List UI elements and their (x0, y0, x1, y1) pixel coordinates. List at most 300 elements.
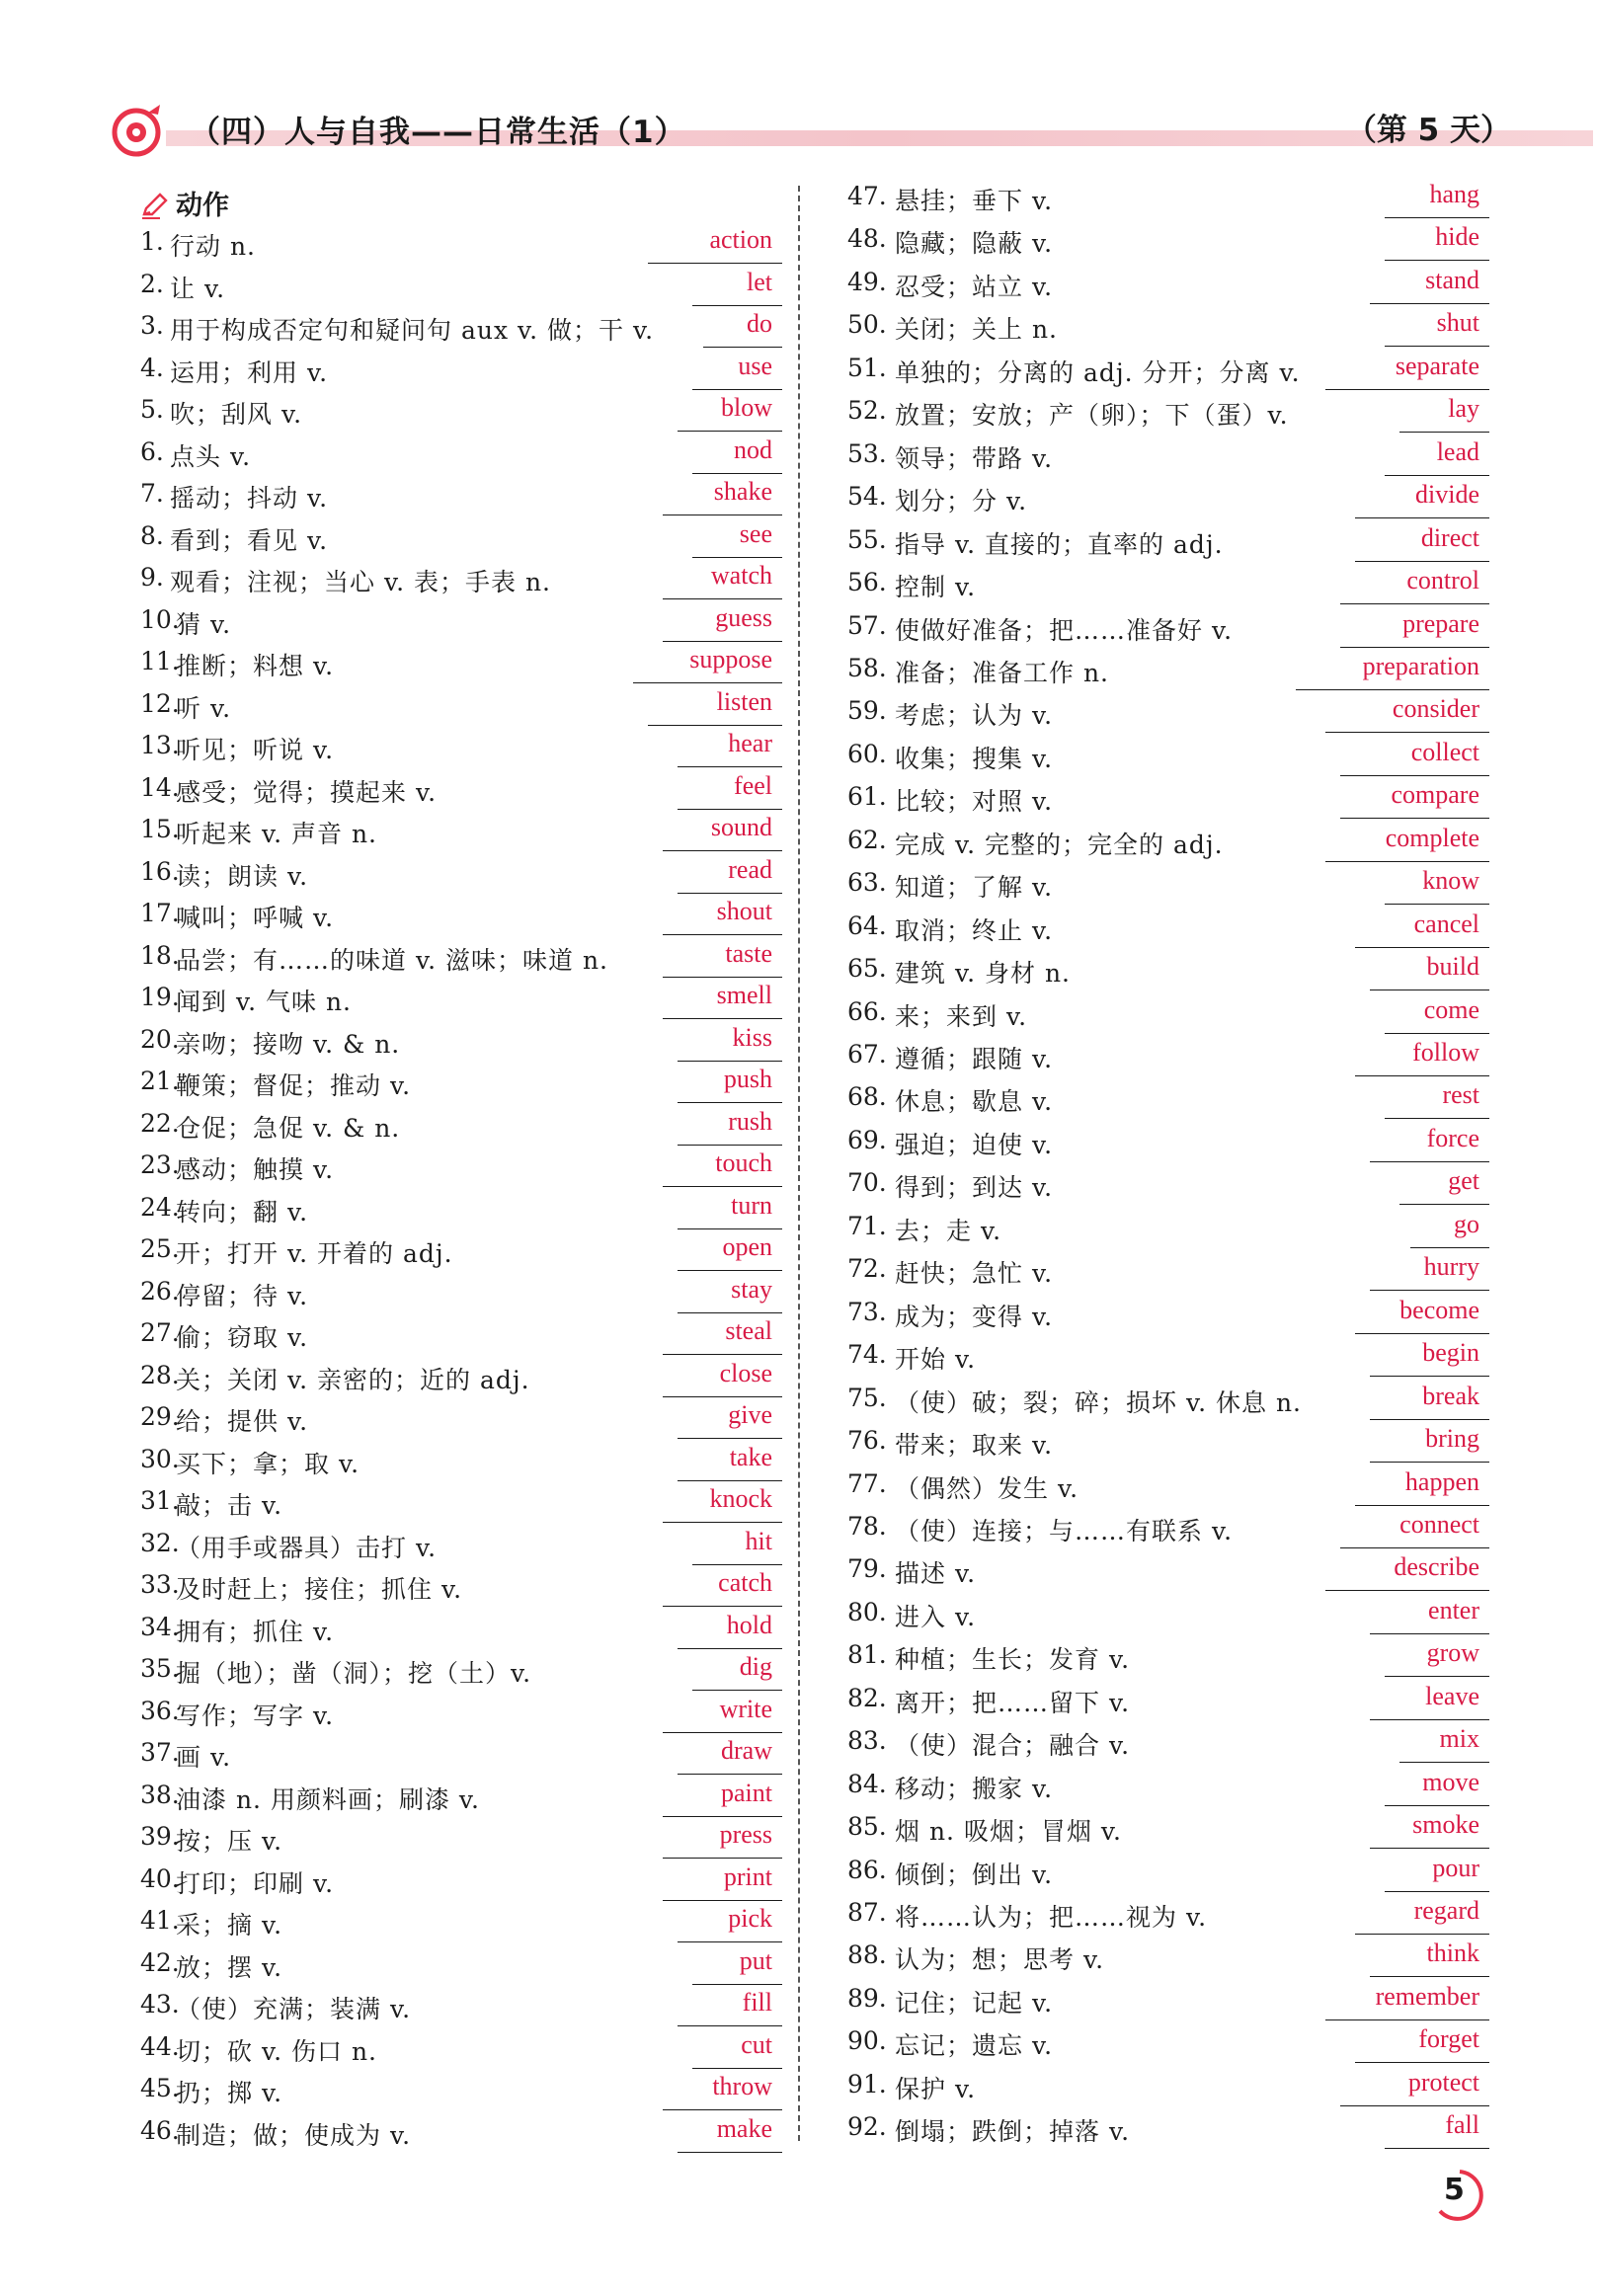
answer-word: steal (725, 1316, 772, 1345)
vocab-row (140, 393, 782, 435)
chinese-meaning: 赶快；急忙 v. (895, 1259, 1054, 1289)
item-number: 37. (140, 1738, 180, 1767)
answer-blank-line (1355, 561, 1489, 562)
answer-word: leave (1425, 1681, 1479, 1710)
item-number: 14. (140, 772, 180, 802)
answer-word: read (728, 854, 772, 884)
answer-blank-line (678, 1270, 782, 1271)
chinese-meaning: 开始 v. (895, 1345, 977, 1375)
answer-blank-line (663, 1732, 782, 1733)
vocab-row (140, 981, 782, 1022)
answer-blank-line (663, 2109, 782, 2110)
item-number: 50. (847, 310, 887, 340)
answer-blank-line (1385, 2148, 1489, 2149)
answer-word: push (723, 1065, 772, 1093)
answer-word: shut (1436, 308, 1479, 338)
answer-word: rest (1442, 1080, 1479, 1110)
answer-blank-line (678, 2152, 782, 2153)
chinese-meaning: 敲；击 v. (176, 1491, 283, 1520)
chinese-meaning: 得到；到达 v. (895, 1173, 1054, 1203)
vocab-row (847, 1338, 1489, 1380)
answer-word: turn (731, 1190, 772, 1220)
answer-word: knock (709, 1484, 772, 1513)
answer-blank-line (1370, 1419, 1489, 1420)
chinese-meaning: 仓促；急促 v. & n. (176, 1113, 401, 1143)
item-number: 2. (140, 269, 164, 298)
chinese-meaning: 记住；记起 v. (895, 1988, 1054, 2018)
answer-word: connect (1399, 1509, 1479, 1539)
answer-blank-line (1355, 1333, 1489, 1334)
answer-word: write (719, 1694, 772, 1723)
chinese-meaning: 将……认为；把……视为 v. (895, 1903, 1208, 1932)
answer-blank-line (1385, 1118, 1489, 1119)
answer-word: mix (1439, 1724, 1479, 1754)
answer-blank-line (663, 598, 782, 599)
answer-blank-line (1385, 1676, 1489, 1677)
answer-blank-line (1370, 1462, 1489, 1463)
item-number: 70. (847, 1168, 887, 1198)
answer-word: touch (715, 1148, 772, 1177)
item-number: 69. (847, 1125, 887, 1154)
answer-blank-line (678, 1480, 782, 1481)
answer-word: do (747, 309, 772, 338)
answer-blank-line (1355, 1075, 1489, 1076)
item-number: 64. (847, 910, 887, 940)
item-number: 74. (847, 1340, 887, 1370)
item-number: 16. (140, 856, 180, 886)
answer-word: divide (1415, 480, 1479, 510)
chinese-meaning: 种植；生长；发育 v. (895, 1645, 1131, 1675)
answer-word: shout (716, 897, 772, 925)
answer-blank-line (663, 1354, 782, 1355)
chinese-meaning: 听 v. (176, 693, 232, 723)
chinese-meaning: 推断；料想 v. (176, 652, 335, 680)
answer-blank-line (663, 850, 782, 851)
chinese-meaning: 放置；安放；产（卵）；下（蛋）v. (895, 401, 1289, 431)
answer-word: make (716, 2113, 772, 2143)
item-number: 29. (140, 1402, 180, 1431)
answer-word: rush (728, 1106, 772, 1136)
answer-blank-line (1385, 1033, 1489, 1034)
vocab-row (847, 1982, 1489, 2023)
chinese-meaning: （使）混合；融合 v. (895, 1731, 1131, 1761)
chinese-meaning: 按；压 v. (176, 1827, 283, 1856)
chinese-meaning: 关闭；关上 n. (895, 315, 1058, 345)
vocab-row (140, 1779, 782, 1820)
answer-blank-line (648, 725, 782, 726)
answer-word: hang (1429, 180, 1479, 208)
answer-word: come (1423, 994, 1479, 1024)
item-number: 49. (847, 267, 887, 296)
chinese-meaning: 成为；变得 v. (895, 1302, 1054, 1331)
chinese-meaning: 隐藏；隐蔽 v. (895, 229, 1054, 259)
answer-word: let (747, 267, 772, 296)
vocab-row (847, 609, 1489, 651)
item-number: 73. (847, 1297, 887, 1326)
vocab-row (847, 1810, 1489, 1852)
chinese-meaning: 油漆 n. 用颜料画；刷漆 v. (176, 1784, 480, 1814)
chinese-meaning: 放；摆 v. (176, 1952, 283, 1982)
answer-blank-line (1385, 346, 1489, 347)
answer-blank-line (1370, 1719, 1489, 1720)
item-number: 84. (847, 1769, 887, 1798)
chinese-meaning: 点头 v. (170, 441, 252, 471)
vocab-row (140, 225, 782, 267)
item-number: 28. (140, 1360, 180, 1389)
answer-word: kiss (732, 1022, 772, 1052)
item-number: 61. (847, 782, 887, 812)
answer-blank-line (692, 1564, 782, 1565)
vocab-row (847, 1296, 1489, 1337)
chinese-meaning: 停留；待 v. (176, 1281, 309, 1310)
answer-word: cancel (1413, 909, 1479, 938)
chinese-meaning: （偶然）发生 v. (895, 1473, 1079, 1503)
chinese-meaning: 品尝；有……的味道 v. 滋味；味道 n. (176, 945, 608, 975)
page-number: 5 (1444, 2173, 1465, 2207)
item-number: 92. (847, 2112, 887, 2142)
answer-blank-line (1325, 732, 1489, 733)
answer-word: forget (1418, 2024, 1479, 2054)
vocab-row (140, 603, 782, 645)
answer-word: direct (1420, 522, 1479, 552)
answer-word: stand (1425, 265, 1479, 294)
answer-blank-line (1399, 432, 1489, 433)
vocab-row (847, 2068, 1489, 2109)
answer-word: prepare (1402, 608, 1479, 638)
item-number: 19. (140, 983, 180, 1011)
item-number: 58. (847, 653, 887, 682)
answer-blank-line (692, 305, 782, 306)
answer-blank-line (678, 1438, 782, 1439)
item-number: 47. (847, 182, 887, 210)
answer-blank-line (1370, 1633, 1489, 1634)
chinese-meaning: 感受；觉得；摸起来 v. (176, 777, 438, 807)
answer-word: move (1422, 1767, 1479, 1796)
vocab-row (140, 2030, 782, 2072)
item-number: 12. (140, 688, 180, 718)
chinese-meaning: 拥有；抓住 v. (176, 1617, 335, 1646)
chinese-meaning: 强迫；迫使 v. (895, 1130, 1054, 1159)
chinese-meaning: 遵循；跟随 v. (895, 1045, 1054, 1073)
chinese-meaning: 感动；触摸 v. (176, 1155, 335, 1184)
vocab-row (140, 1275, 782, 1316)
answer-blank-line (663, 1018, 782, 1019)
chinese-meaning: 保护 v. (895, 2074, 977, 2103)
answer-blank-line (1399, 1204, 1489, 1205)
answer-word: nod (734, 435, 772, 464)
chinese-meaning: 及时赶上；接住；抓住 v. (176, 1575, 463, 1604)
item-number: 75. (847, 1383, 887, 1412)
chinese-meaning: 领导；带路 v. (895, 443, 1054, 473)
vocab-row (140, 1148, 782, 1190)
item-number: 68. (847, 1082, 887, 1112)
item-number: 25. (140, 1234, 180, 1263)
answer-word: fall (1445, 2110, 1479, 2140)
day-label: （第 5 天） (1345, 113, 1511, 148)
answer-blank-line (678, 1061, 782, 1062)
chinese-meaning: 打印；印刷 v. (176, 1868, 335, 1898)
answer-word: catch (718, 1568, 772, 1597)
answer-blank-line (692, 2068, 782, 2069)
item-number: 87. (847, 1898, 887, 1927)
answer-word: control (1406, 566, 1479, 595)
item-number: 53. (847, 438, 887, 468)
chinese-meaning: 使做好准备；把……准备好 v. (895, 615, 1234, 645)
vocab-row (847, 1080, 1489, 1122)
chinese-meaning: 制造；做；使成为 v. (176, 2120, 412, 2150)
vocab-row (140, 1611, 782, 1652)
answer-word: fill (742, 1988, 772, 2017)
item-number: 63. (847, 868, 887, 898)
chinese-meaning: 烟 n. 吸烟；冒烟 v. (895, 1817, 1122, 1847)
vocab-row (847, 1038, 1489, 1079)
answer-blank-line (1370, 1376, 1489, 1377)
vocab-row (847, 952, 1489, 993)
item-number: 86. (847, 1855, 887, 1884)
vocab-row (847, 1552, 1489, 1594)
answer-word: watch (710, 561, 772, 590)
item-number: 27. (140, 1318, 180, 1347)
item-number: 33. (140, 1570, 180, 1599)
vocab-row (140, 1316, 782, 1358)
answer-blank-line (678, 1312, 782, 1313)
chinese-meaning: 转向；翻 v. (176, 1197, 309, 1227)
item-number: 10. (140, 604, 180, 634)
answer-blank-line (633, 682, 782, 683)
item-number: 32. (140, 1528, 180, 1557)
chinese-meaning: 听见；听说 v. (176, 736, 335, 764)
chinese-meaning: 用于构成否定句和疑问句 aux v. 做；干 v. (170, 316, 655, 345)
answer-word: complete (1385, 823, 1479, 852)
item-number: 88. (847, 1940, 887, 1970)
vocab-row (847, 1854, 1489, 1895)
answer-blank-line (663, 977, 782, 978)
answer-word: take (729, 1442, 772, 1471)
chinese-meaning: 完成 v. 完整的；完全的 adj. (895, 830, 1224, 859)
vocab-row (140, 352, 782, 393)
answer-word: close (719, 1358, 772, 1387)
answer-word: pour (1432, 1853, 1479, 1882)
chinese-meaning: 亲吻；接吻 v. & n. (176, 1029, 401, 1059)
vocab-row (847, 1467, 1489, 1509)
vocab-row (847, 352, 1489, 393)
chinese-meaning: 鞭策；督促；推动 v. (176, 1071, 412, 1100)
vocab-row (847, 995, 1489, 1037)
vocab-row (140, 1443, 782, 1484)
vocab-row (140, 645, 782, 686)
vocab-row (847, 266, 1489, 307)
vocab-row (140, 1107, 782, 1148)
item-number: 67. (847, 1040, 887, 1069)
answer-blank-line (663, 1858, 782, 1859)
item-number: 46. (140, 2115, 180, 2145)
item-number: 39. (140, 1822, 180, 1851)
item-number: 59. (847, 696, 887, 726)
chinese-meaning: 采；摘 v. (176, 1911, 283, 1940)
answer-blank-line (663, 1900, 782, 1901)
item-number: 81. (847, 1640, 887, 1670)
answer-word: blow (721, 393, 772, 422)
vocab-row (140, 2072, 782, 2113)
answer-word: give (728, 1400, 772, 1429)
item-number: 40. (140, 1863, 180, 1893)
answer-blank-line (1325, 2019, 1489, 2020)
answer-blank-line (678, 431, 782, 432)
answer-blank-line (1385, 260, 1489, 261)
chinese-meaning: 控制 v. (895, 573, 977, 602)
answer-blank-line (1370, 1290, 1489, 1291)
answer-word: shake (713, 477, 772, 506)
chinese-meaning: 读；朗读 v. (176, 861, 309, 891)
answer-word: cut (741, 2029, 772, 2059)
item-number: 36. (140, 1696, 180, 1725)
answer-blank-line (1325, 861, 1489, 862)
answer-word: know (1422, 866, 1479, 896)
item-number: 76. (847, 1426, 887, 1456)
target-logo-icon (111, 103, 166, 158)
vocab-row (847, 866, 1489, 908)
answer-word: hold (726, 1610, 772, 1639)
answer-word: hear (728, 729, 772, 757)
chinese-meaning: 比较；对照 v. (895, 787, 1054, 817)
vocab-row (847, 1424, 1489, 1465)
answer-blank-line (648, 263, 782, 264)
answer-blank-line (1340, 2105, 1489, 2106)
chinese-meaning: 取消；终止 v. (895, 915, 1054, 945)
answer-blank-line (678, 1145, 782, 1146)
vocab-row (847, 1210, 1489, 1251)
vocab-row (847, 2110, 1489, 2152)
answer-blank-line (663, 1396, 782, 1397)
answer-blank-line (1340, 1547, 1489, 1548)
item-number: 48. (847, 224, 887, 254)
answer-word: hide (1435, 222, 1479, 252)
answer-word: suppose (689, 645, 772, 673)
vocab-row (847, 1166, 1489, 1208)
answer-blank-line (1355, 517, 1489, 518)
answer-word: remember (1375, 1981, 1479, 2011)
item-number: 26. (140, 1276, 180, 1306)
vocab-row (847, 1724, 1489, 1766)
answer-word: lead (1436, 436, 1479, 466)
item-number: 65. (847, 954, 887, 984)
answer-blank-line (1370, 1848, 1489, 1849)
item-number: 3. (140, 311, 164, 340)
vocab-row (847, 694, 1489, 736)
item-number: 7. (140, 479, 164, 508)
answer-blank-line (1296, 689, 1489, 690)
answer-blank-line (1385, 475, 1489, 476)
chinese-meaning: 描述 v. (895, 1559, 977, 1589)
chinese-meaning: 偷；窃取 v. (176, 1323, 309, 1352)
vocab-row (140, 2114, 782, 2156)
chinese-meaning: 移动；搬家 v. (895, 1774, 1054, 1803)
item-number: 8. (140, 520, 164, 550)
item-number: 15. (140, 815, 180, 843)
item-number: 38. (140, 1780, 180, 1809)
item-number: 24. (140, 1192, 180, 1222)
answer-blank-line (1325, 1590, 1489, 1591)
vocab-row (140, 519, 782, 561)
answer-blank-line (1340, 647, 1489, 648)
vocab-row (140, 1400, 782, 1442)
chinese-meaning: （使）破；裂；碎；损坏 v. 休息 n. (895, 1387, 1302, 1417)
column-divider (798, 186, 800, 2141)
answer-blank-line (692, 1690, 782, 1691)
answer-blank-line (1385, 1891, 1489, 1892)
answer-blank-line (692, 389, 782, 390)
chinese-meaning: 休息；歇息 v. (895, 1087, 1054, 1117)
chinese-meaning: 带来；取来 v. (895, 1431, 1054, 1461)
chinese-meaning: 忘记；遗忘 v. (895, 2031, 1054, 2061)
vocab-row (847, 2024, 1489, 2066)
answer-word: begin (1422, 1338, 1479, 1368)
item-number: 83. (847, 1726, 887, 1756)
item-number: 42. (140, 1947, 180, 1977)
item-number: 55. (847, 524, 887, 554)
item-number: 60. (847, 739, 887, 768)
vocab-row (140, 1652, 782, 1694)
vocab-row (140, 897, 782, 938)
vocab-row (140, 1023, 782, 1065)
chinese-meaning: 准备；准备工作 n. (895, 658, 1109, 687)
chinese-meaning: 收集；搜集 v. (895, 744, 1054, 773)
chinese-meaning: （使）连接；与……有联系 v. (895, 1516, 1234, 1545)
answer-word: protect (1407, 2067, 1479, 2097)
answer-word: go (1454, 1209, 1479, 1238)
vocab-row (847, 480, 1489, 521)
chinese-meaning: 切；砍 v. 伤口 n. (176, 2036, 377, 2066)
answer-word: see (739, 518, 772, 548)
answer-word: pick (728, 1904, 772, 1933)
answer-word: press (719, 1820, 772, 1849)
chinese-meaning: 摇动；抖动 v. (170, 484, 329, 513)
answer-blank-line (1385, 217, 1489, 218)
item-number: 17. (140, 899, 180, 927)
vocab-row (140, 687, 782, 729)
answer-word: put (739, 1945, 772, 1975)
vocab-row (847, 308, 1489, 350)
vocab-row (847, 1896, 1489, 1938)
vocab-row (140, 1568, 782, 1610)
item-number: 62. (847, 825, 887, 854)
vocab-row (847, 780, 1489, 822)
vocab-row (847, 652, 1489, 693)
answer-word: action (709, 225, 772, 254)
chinese-meaning: 倒塌；跌倒；掉落 v. (895, 2117, 1131, 2147)
vocab-row (140, 1484, 782, 1526)
item-number: 72. (847, 1254, 887, 1284)
vocab-row (847, 1682, 1489, 1723)
vocab-row (140, 939, 782, 981)
vocab-row (140, 729, 782, 770)
item-number: 85. (847, 1812, 887, 1842)
item-number: 43. (140, 1990, 180, 2019)
vocab-row (847, 394, 1489, 435)
item-number: 56. (847, 568, 887, 597)
answer-word: throw (712, 2072, 772, 2100)
chinese-meaning: 进入 v. (895, 1602, 977, 1631)
item-number: 20. (140, 1024, 180, 1054)
answer-word: listen (716, 686, 772, 716)
vocab-row (847, 1768, 1489, 1809)
answer-word: enter (1428, 1595, 1479, 1624)
item-number: 6. (140, 436, 164, 466)
chinese-meaning: 扔；掷 v. (176, 2079, 283, 2107)
answer-word: open (722, 1232, 772, 1261)
vocab-row (847, 222, 1489, 264)
answer-word: smoke (1412, 1810, 1479, 1840)
